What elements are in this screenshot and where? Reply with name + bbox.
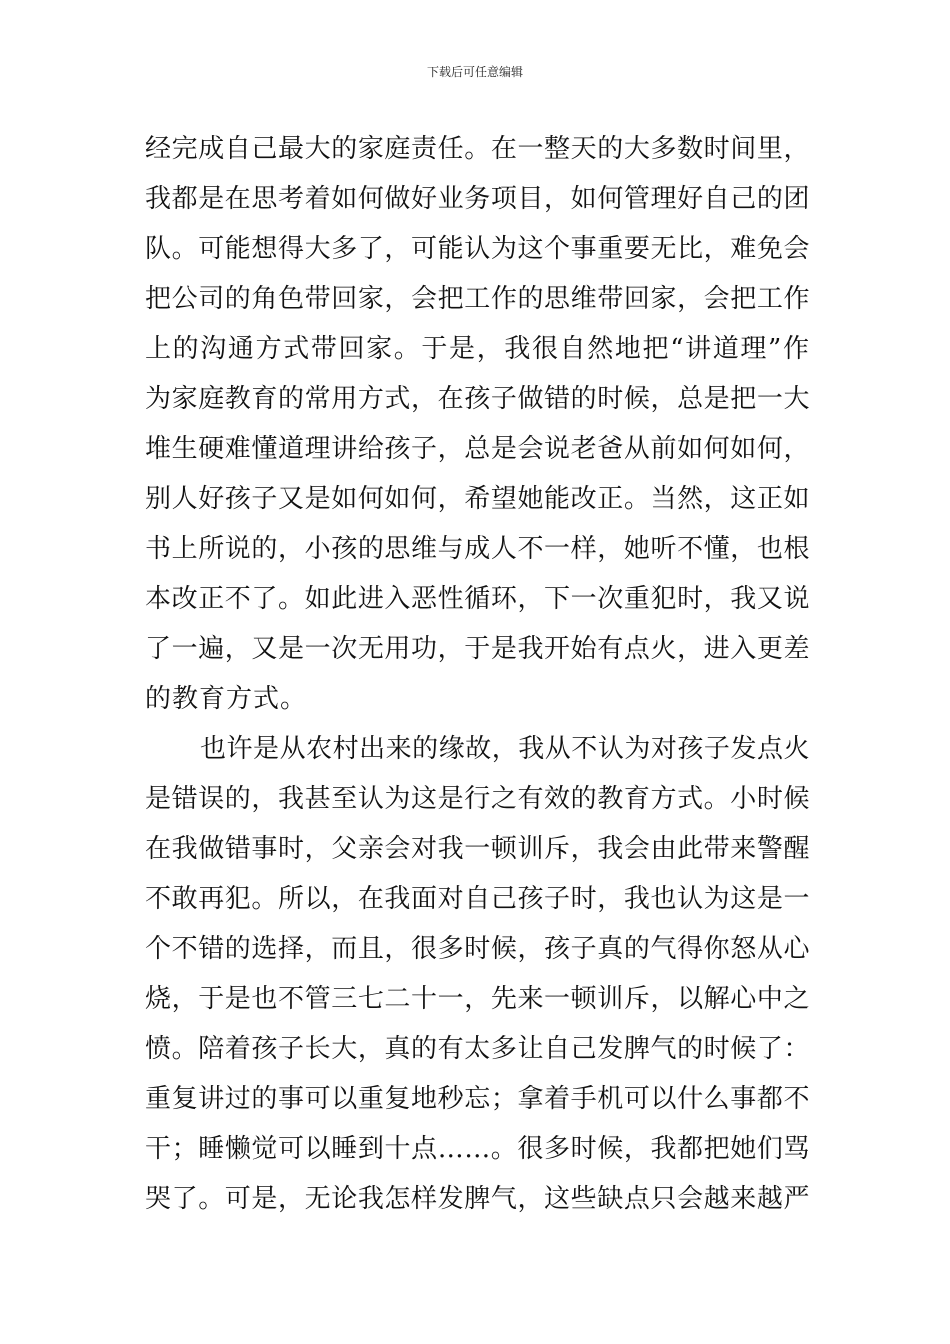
document-body bbox=[145, 124, 810, 1224]
text-line: 愤。陪着孩子长大，真的有太多让自己发脾气的时候了： bbox=[145, 1034, 810, 1064]
page-header: 下载后可任意编辑 bbox=[426, 65, 523, 79]
text-line: 重复讲过的事可以重复地秒忘；拿着手机可以什么事都不 bbox=[145, 1084, 810, 1114]
text-line: 了一遍，又是一次无用功，于是我开始有点火，进入更差 bbox=[145, 634, 810, 664]
text-line: 个不错的选择，而且，很多时候，孩子真的气得你怒从心 bbox=[145, 934, 810, 964]
text-line: 堆生硬难懂道理讲给孩子，总是会说老爸从前如何如何， bbox=[145, 434, 810, 464]
text-line: 干；睡懒觉可以睡到十点……。很多时候，我都把她们骂 bbox=[145, 1134, 810, 1164]
text-line: 在我做错事时，父亲会对我一顿训斥，我会由此带来警醒 bbox=[145, 834, 810, 864]
text-line: 是错误的，我甚至认为这是行之有效的教育方式。小时候 bbox=[145, 784, 810, 814]
text-line: 书上所说的，小孩的思维与成人不一样，她听不懂，也根 bbox=[145, 534, 810, 564]
text-line: 把公司的角色带回家，会把工作的思维带回家，会把工作 bbox=[145, 284, 810, 314]
text-line: 经完成自己最大的家庭责任。在一整天的大多数时间里， bbox=[145, 134, 810, 164]
paragraph-1 bbox=[145, 124, 810, 724]
text-line: 烧，于是也不管三七二十一，先来一顿训斥，以解心中之 bbox=[145, 984, 810, 1014]
text-line: 哭了。可是，无论我怎样发脾气，这些缺点只会越来越严 bbox=[145, 1184, 810, 1214]
text-line: 也许是从农村出来的缘故，我从不认为对孩子发点火 bbox=[200, 734, 810, 764]
text-line: 队。可能想得大多了，可能认为这个事重要无比，难免会 bbox=[145, 234, 810, 264]
text-line: 上的沟通方式带回家。于是，我很自然地把“讲道理”作 bbox=[145, 334, 810, 364]
text-line: 别人好孩子又是如何如何，希望她能改正。当然，这正如 bbox=[145, 484, 810, 514]
text-line: 本改正不了。如此进入恶性循环，下一次重犯时，我又说 bbox=[145, 584, 810, 614]
text-line: 的教育方式。 bbox=[145, 684, 308, 714]
text-line: 我都是在思考着如何做好业务项目，如何管理好自己的团 bbox=[145, 184, 810, 214]
paragraph-2 bbox=[145, 724, 810, 1224]
text-line: 为家庭教育的常用方式，在孩子做错的时候，总是把一大 bbox=[145, 384, 810, 414]
text-line: 不敢再犯。所以，在我面对自己孩子时，我也认为这是一 bbox=[145, 884, 810, 914]
